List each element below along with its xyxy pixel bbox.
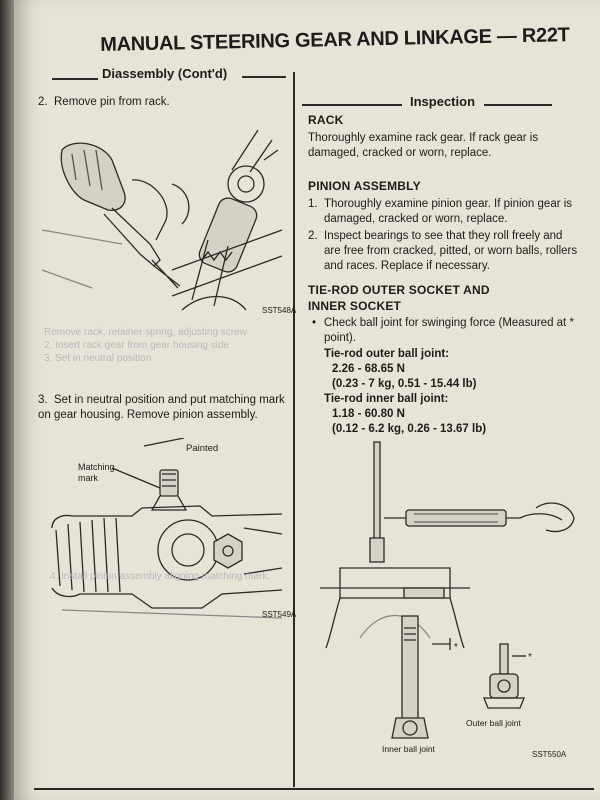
figure-remove-pin	[32, 120, 290, 320]
figure-2-code: SST549A	[262, 610, 297, 619]
step-3-number: 3.	[38, 394, 48, 406]
right-section-header: Inspection	[410, 94, 476, 109]
page-title: MANUAL STEERING GEAR AND LINKAGE — R22T	[100, 24, 570, 56]
pinion-step-2: 2. Inspect bearings to see that they roll freely and are free from cracked, pitted, or worn balls, rollers and races. Replace if necessary.	[308, 230, 578, 272]
figure-1-code: SST548A	[262, 306, 297, 315]
bottom-rule	[34, 788, 594, 790]
matching-mark-label: Matching mark	[78, 462, 115, 483]
step-3-text: Set in neutral position and put matching mark on gear housing. Remove pinion assembly.	[38, 394, 285, 421]
outer-joint-newtons: 2.26 - 68.65 N	[332, 363, 405, 375]
outer-joint-kg: (0.23 - 7 kg, 0.51 - 15.44 lb)	[332, 378, 477, 390]
pinion-step-1: 1. Thoroughly examine pinion gear. If pinion gear is damaged, cracked or worn, replace.	[308, 198, 573, 225]
step-3	[38, 393, 288, 423]
figure-ball-joint-scale	[300, 438, 590, 768]
outer-joint-label: Tie-rod outer ball joint:	[324, 348, 450, 360]
bullet-icon: •	[312, 317, 317, 329]
right-header-rule-a	[302, 104, 402, 106]
figure-matching-mark	[32, 438, 290, 628]
tierod-bullet: • Check ball joint for swinging force (Measured at * point).	[312, 317, 574, 344]
right-header-rule-b	[484, 104, 552, 106]
book-binding	[0, 0, 14, 800]
painted-label: Painted	[186, 443, 219, 454]
inner-joint-kg: (0.12 - 6.2 kg, 0.26 - 13.67 lb)	[332, 423, 487, 435]
pinion-heading: PINION ASSEMBLY	[308, 179, 421, 193]
rack-text: Thoroughly examine rack gear. If rack gear is damaged, cracked or worn, replace.	[308, 132, 539, 159]
left-header-rule-b	[242, 76, 286, 78]
step-2	[38, 95, 278, 110]
inner-joint-newtons: 1.18 - 60.80 N	[332, 408, 405, 420]
pinion-steps	[308, 197, 580, 276]
step-2-text: Remove pin from rack.	[54, 96, 170, 108]
outer-ball-joint-caption: Outer ball joint	[466, 718, 521, 728]
bleed-through-lower: 4. Install pinion assembly aligning matching mark.	[50, 571, 271, 582]
column-divider	[293, 72, 295, 787]
star-mark-outer: *	[528, 652, 532, 663]
inner-joint-label: Tie-rod inner ball joint:	[324, 393, 449, 405]
figure-3-code: SST550A	[532, 750, 567, 759]
rack-heading: RACK	[308, 113, 344, 127]
left-section-header: Diassembly (Cont'd)	[102, 66, 228, 81]
bleed-through: Remove rack, retainer spring, adjusting screw 2. Insert rack gear from gear housing side 3. Set in neutral position	[44, 327, 247, 364]
manual-page	[14, 0, 600, 800]
tierod-heading-line1: TIE-ROD OUTER SOCKET AND	[308, 283, 490, 297]
inner-ball-joint-caption: Inner ball joint	[382, 744, 435, 754]
step-2-number: 2.	[38, 96, 48, 108]
star-mark-inner: *	[454, 642, 458, 653]
left-header-rule-a	[52, 78, 98, 80]
tierod-heading-line2: INNER SOCKET	[308, 299, 402, 313]
